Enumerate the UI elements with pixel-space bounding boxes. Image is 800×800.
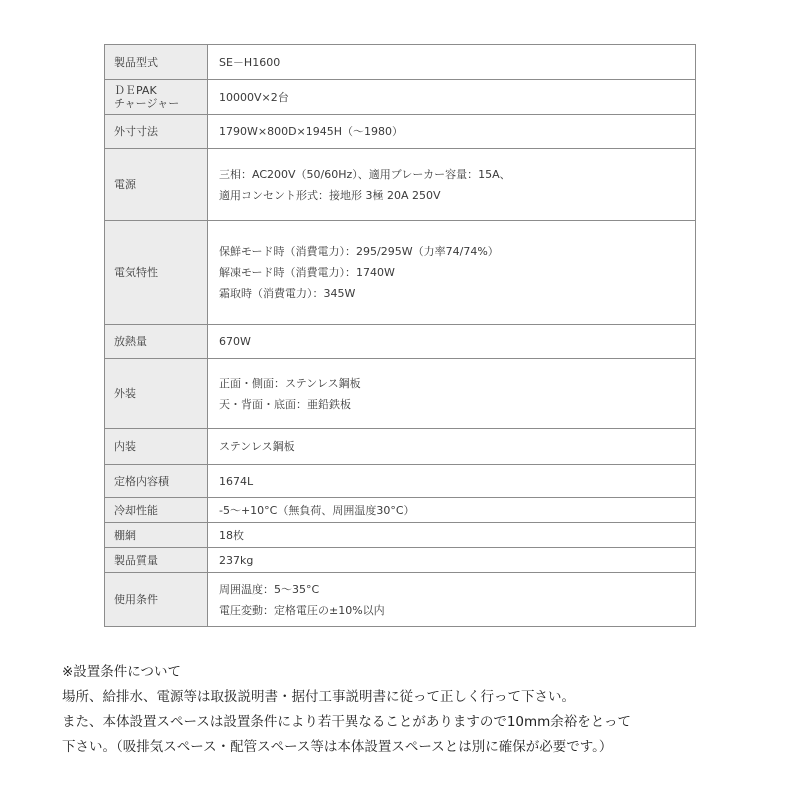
label-text: 外寸寸法 (114, 125, 158, 138)
spec-value (208, 465, 696, 498)
spec-label (105, 115, 208, 149)
spec-value (208, 498, 696, 523)
label-text: チャージャー (114, 97, 180, 110)
spec-label (105, 465, 208, 498)
value-text: 670W (219, 335, 251, 348)
spec-row-capacity (105, 465, 696, 498)
spec-row-shelves (105, 523, 696, 548)
value-text: 電圧変動：定格電圧の±10%以内 (219, 603, 385, 617)
value-text: 保鮮モード時（消費電力）：295/295W（力率74/74%） (219, 245, 499, 258)
value-text: 適用コンセント形式：接地形 3極 20A 250V (219, 188, 441, 202)
label-text: 電気特性 (114, 266, 158, 279)
label-text: ＤＥPAK (114, 84, 157, 97)
value-text: 237kg (219, 553, 254, 567)
installation-notes (62, 660, 762, 760)
value-text: SE－H1600 (219, 55, 281, 69)
spec-row-heat (105, 325, 696, 359)
spec-value (208, 429, 696, 465)
spec-label (105, 149, 208, 221)
spec-label (105, 548, 208, 573)
label-text: 外装 (114, 387, 136, 400)
notes-line: また、本体設置スペースは設置条件により若干異なることがありますので10mm余裕をとって (62, 714, 632, 730)
spec-value (208, 221, 696, 325)
value-text: 1674L (219, 474, 254, 488)
spec-value (208, 523, 696, 548)
spec-value (208, 80, 696, 115)
value-text: 18枚 (219, 528, 244, 542)
spec-value (208, 115, 696, 149)
value-text: 正面・側面：ステンレス鋼板 (219, 376, 361, 390)
value-text: 解凍モード時（消費電力）：1740W (219, 266, 395, 279)
spec-value (208, 45, 696, 80)
label-text: 製品型式 (114, 55, 158, 69)
spec-label (105, 359, 208, 429)
spec-row-cooling (105, 498, 696, 523)
label-text: 冷却性能 (114, 503, 158, 517)
notes-title: ※設置条件について (62, 664, 182, 680)
label-text: 電源 (114, 178, 136, 191)
label-text: 棚網 (114, 528, 136, 542)
spec-label (105, 498, 208, 523)
label-text: 内装 (114, 440, 136, 453)
value-text: 10000V×2台 (219, 90, 289, 104)
label-text: 製品質量 (114, 553, 158, 567)
value-text: 天・背面・底面：亜鉛鉄板 (219, 397, 351, 411)
value-text: 三相：AC200V（50/60Hz）、適用ブレーカー容量：15A、 (219, 167, 511, 181)
label-text: 放熱量 (114, 335, 147, 348)
value-text: 1790W×800D×1945H（〜1980） (219, 125, 404, 138)
spec-label (105, 80, 208, 115)
spec-value (208, 359, 696, 429)
spec-row-charger (105, 80, 696, 115)
spec-row-power (105, 149, 696, 221)
value-text: -5〜+10°C（無負荷、周囲温度30°C） (219, 503, 415, 517)
value-text: ステンレス鋼板 (219, 440, 295, 453)
spec-label (105, 573, 208, 627)
spec-value (208, 325, 696, 359)
spec-row-electrical (105, 221, 696, 325)
spec-label (105, 429, 208, 465)
value-text: 霜取時（消費電力）：345W (219, 287, 356, 300)
label-text: 定格内容積 (114, 474, 169, 488)
spec-label (105, 523, 208, 548)
spec-value (208, 573, 696, 627)
spec-table (104, 44, 696, 627)
spec-label (105, 45, 208, 80)
spec-row-dimensions (105, 115, 696, 149)
spec-row-model (105, 45, 696, 80)
spec-label (105, 325, 208, 359)
label-text: 使用条件 (114, 593, 158, 606)
spec-value (208, 149, 696, 221)
notes-line: 場所、給排水、電源等は取扱説明書・据付工事説明書に従って正しく行って下さい。 (62, 689, 575, 705)
spec-row-weight (105, 548, 696, 573)
notes-line: 下さい。（吸排気スペース・配管スペース等は本体設置スペースとは別に確保が必要です。） (62, 739, 613, 755)
spec-row-exterior (105, 359, 696, 429)
spec-row-conditions (105, 573, 696, 627)
spec-label (105, 221, 208, 325)
value-text: 周囲温度：5〜35°C (219, 582, 320, 596)
spec-row-interior (105, 429, 696, 465)
spec-value (208, 548, 696, 573)
